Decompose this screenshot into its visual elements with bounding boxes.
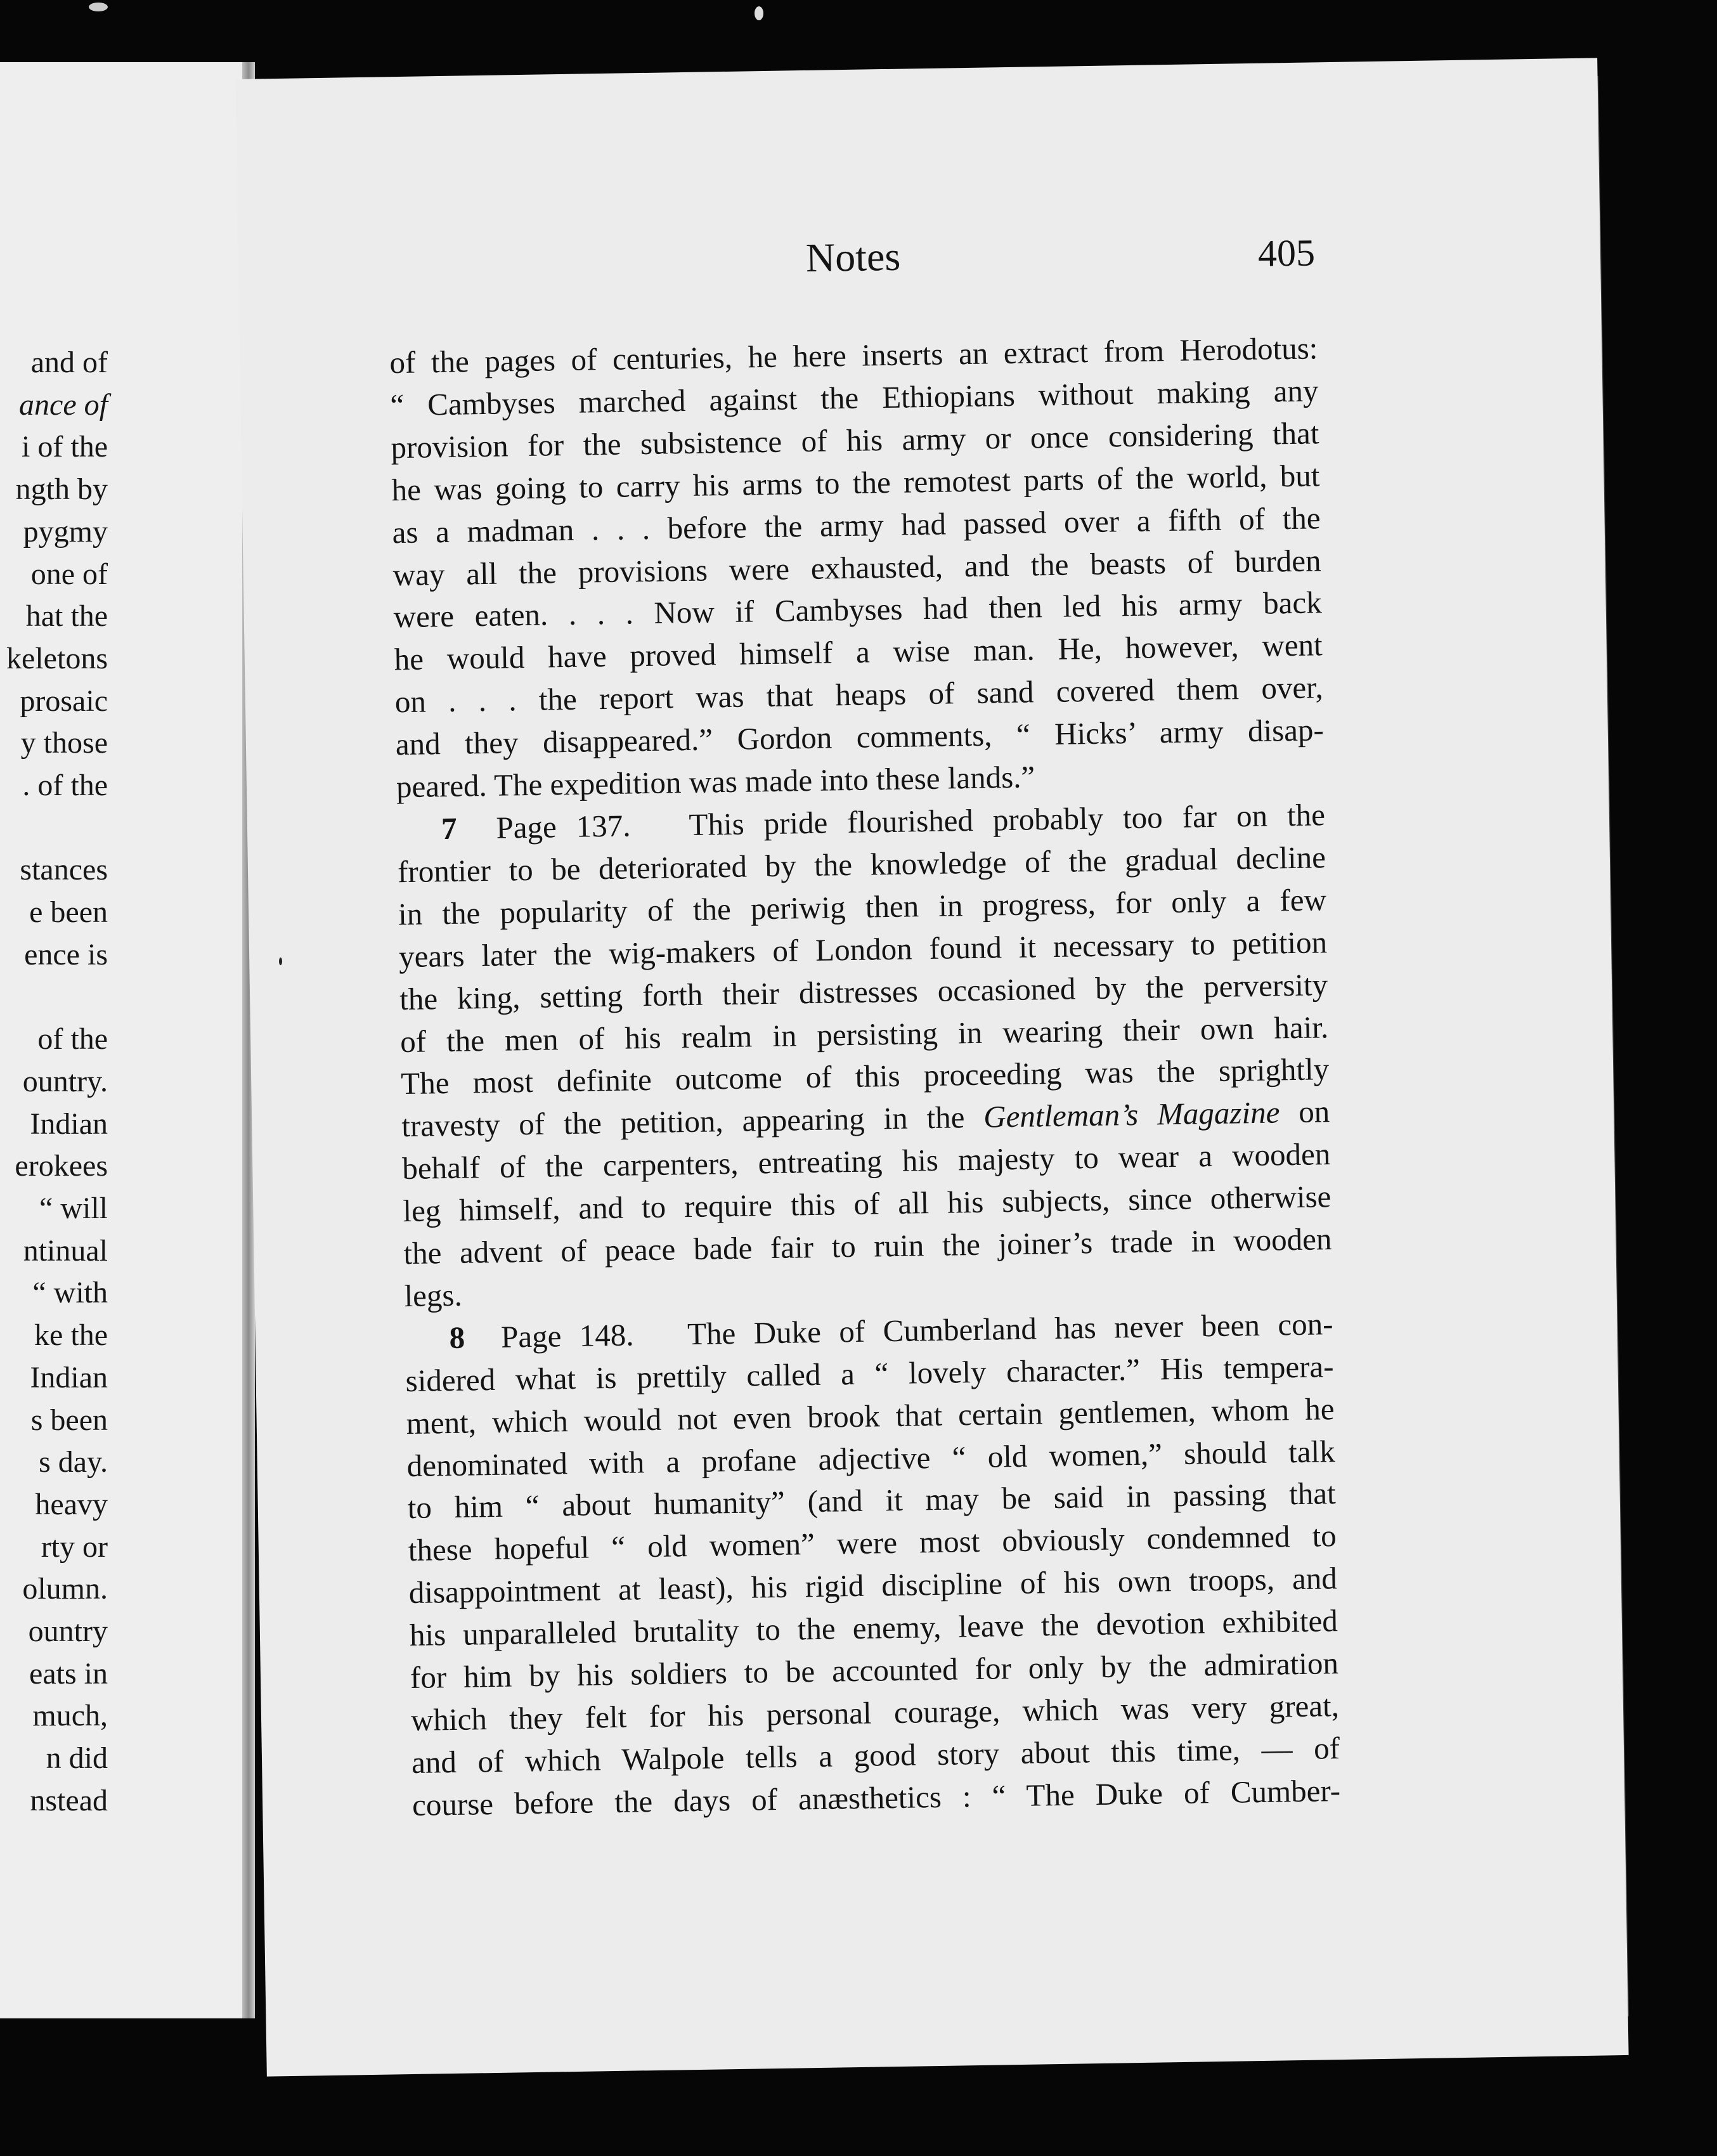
text-line: the advent of peace bade fair to ruin the joiner’s trade in wooden <box>403 1221 1332 1271</box>
left-page-text-fragment: s been <box>30 1403 108 1437</box>
text-line: The most definite outcome of this proceeding was the sprightly <box>400 1051 1330 1101</box>
note-number: 8 <box>449 1320 465 1355</box>
scan-speck <box>755 6 763 20</box>
left-page-text-fragment: nstead <box>30 1783 108 1817</box>
text-line: provision for the subsistence of his army or once considering that <box>391 415 1319 465</box>
book-page <box>235 58 1628 2076</box>
note-reference: Page 137. <box>496 808 631 845</box>
text-line: in the popularity of the periwig then in progress, for only a few <box>398 881 1327 932</box>
text-line: as a madman . . . before the army had passed over a fifth of the <box>392 500 1321 550</box>
scan-speck <box>279 958 282 965</box>
text-line: denominated with a profane adjective “ old women,” should talk <box>406 1433 1336 1483</box>
text-line: way all the provisions were exhausted, and the beasts of burden <box>392 542 1321 592</box>
left-page-text-fragment: prosaic <box>20 684 108 718</box>
left-page-fragment <box>0 62 242 2018</box>
left-page-text-fragment: ngth by <box>15 472 108 507</box>
left-page-text-fragment: Indian <box>30 1360 108 1394</box>
left-page-text-fragment: y those <box>20 726 108 760</box>
left-page-text-fragment: s day. <box>39 1445 108 1479</box>
note-reference: Page 148. <box>500 1317 634 1354</box>
text-line: he would have proved himself a wise man. He, however, went <box>394 627 1323 677</box>
left-page-text-fragment: “ will <box>39 1192 108 1225</box>
left-page-text-fragment: hat the <box>25 599 108 633</box>
left-page-text-fragment: erokees <box>15 1149 108 1183</box>
note-number: 7 <box>441 810 457 847</box>
left-page-text-fragment: ence is <box>24 937 108 971</box>
left-page-text-fragment: e been <box>29 895 108 930</box>
text-line: legs. <box>404 1277 463 1314</box>
text-line: frontier to be deteriorated by the knowledge of the gradual decline <box>397 840 1326 890</box>
left-page-text-fragment: ountry <box>28 1614 108 1648</box>
left-page-text-fragment: and of <box>30 346 108 379</box>
left-page-text-fragment: Indian <box>30 1107 108 1141</box>
text-segment: on <box>1279 1094 1330 1130</box>
text-line: were eaten. . . . Now if Cambyses had then led his army back <box>393 585 1322 635</box>
text-line: and they disappeared.” Gordon comments, “ Hicks’ army disap- <box>395 712 1325 762</box>
magazine-title: Gentleman’s Magazine <box>983 1094 1280 1135</box>
text-segment: travesty of the petition, appearing in the <box>401 1100 965 1144</box>
left-page-text-fragment: ntinual <box>23 1233 108 1268</box>
text-line: to him “ about humanity” (and it may be said in passing that <box>407 1476 1337 1526</box>
left-page-text-fragment: pygmy <box>23 514 108 549</box>
text-line: The Duke of Cumberland has never been con- <box>687 1306 1333 1351</box>
left-page-text-fragment: ountry. <box>22 1064 108 1098</box>
running-head: Notes <box>805 233 901 280</box>
left-page-text-fragment: olumn. <box>22 1572 108 1606</box>
left-page-text-fragment: ance of <box>19 387 108 422</box>
text-line: disappointment at least), his rigid discipline of his own troops, and <box>408 1561 1338 1611</box>
left-page-text-fragment: one of <box>30 557 108 591</box>
scan-speck <box>89 3 108 11</box>
left-page-text-fragment: keletons <box>6 641 108 675</box>
left-page-text-fragment: stances <box>20 853 108 887</box>
left-page-text-fragment: ke the <box>34 1318 108 1353</box>
text-line: and of which Walpole tells a good story about this time, — of <box>411 1730 1340 1780</box>
text-line: “ Cambyses marched against the Ethiopians without making any <box>390 373 1319 423</box>
text-line: of the pages of centuries, he here inserts an extract from Herodotus: <box>389 330 1318 380</box>
text-line: This pride flourished probably too far on the <box>689 797 1326 842</box>
left-page-text-fragment: eats in <box>29 1656 108 1691</box>
text-line: years later the wig-makers of London found it necessary to petition <box>398 924 1328 974</box>
left-page-text-fragment: . of the <box>22 769 108 802</box>
text-line: sidered what is prettily called a “ lovely character.” His tempera- <box>405 1348 1334 1398</box>
text-line: these hopeful “ old women” were most obviously condemned to <box>408 1518 1337 1568</box>
text-line: leg himself, and to require this of all his subjects, since otherwise <box>403 1179 1331 1229</box>
text-line: he was going to carry his arms to the remotest parts of the world, but <box>391 458 1320 507</box>
text-line: ment, which would not even brook that certain gentlemen, whom he <box>406 1391 1335 1441</box>
left-page-text-fragment: of the <box>37 1022 108 1056</box>
page-text <box>389 327 1341 1826</box>
text-line: for him by his soldiers to be accounted for only by the admiration <box>410 1646 1339 1696</box>
left-page-text-fragment: rty or <box>41 1529 108 1564</box>
text-line: of the men of his realm in persisting in wearing their own hair. <box>399 1009 1329 1059</box>
text-line: behalf of the carpenters, entreating his majesty to wear a wooden <box>401 1136 1331 1186</box>
text-line: course before the days of anæsthetics : “ The Duke of Cumber- <box>411 1772 1341 1822</box>
text-line: the king, setting forth their distresses occasioned by the perversity <box>399 966 1328 1016</box>
left-page-text-fragment: much, <box>32 1699 108 1733</box>
left-page-text-fragment: “ with <box>32 1276 108 1310</box>
left-page-text-fragment: heavy <box>35 1487 108 1521</box>
text-line: peared. The expedition was made into these lands.” <box>396 759 1035 805</box>
left-page-text-fragment: n did <box>46 1741 108 1776</box>
text-line: his unparalleled brutality to the enemy, leave the devotion exhibited <box>409 1603 1338 1653</box>
page-number: 405 <box>1257 231 1316 275</box>
left-page-text-fragment: i of the <box>22 430 108 464</box>
text-line: on . . . the report was that heaps of sand covered them over, <box>394 670 1324 720</box>
text-line: which they felt for his personal courage, which was very great, <box>410 1688 1340 1738</box>
